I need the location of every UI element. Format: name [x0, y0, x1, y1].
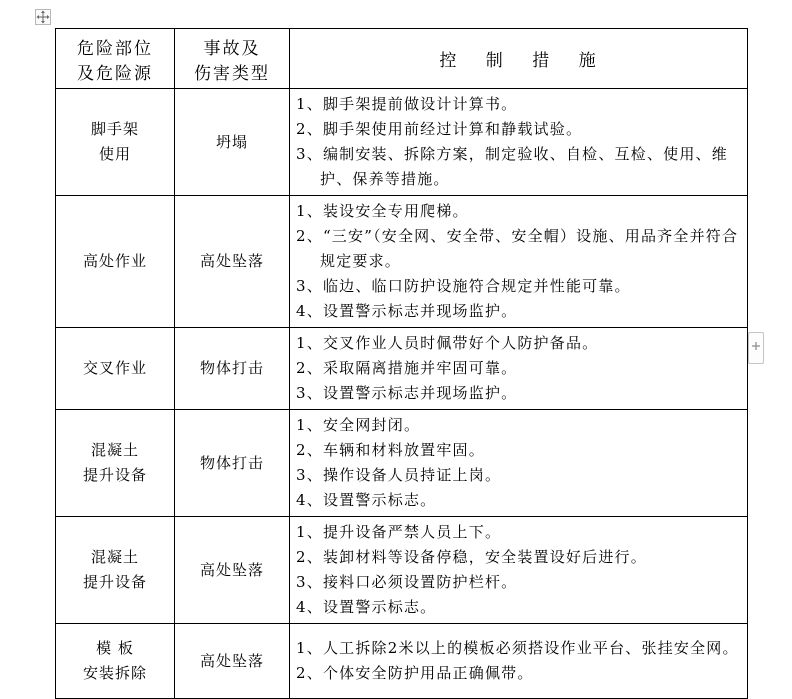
hazard-type-text: 坍塌	[215, 132, 248, 151]
table-row	[56, 328, 748, 410]
plus-icon	[751, 341, 761, 351]
hazard-type-text: 高处坠落	[199, 560, 264, 579]
location-line: 交叉作业	[82, 359, 147, 377]
measures-cell[interactable]	[290, 196, 748, 328]
measure-item: 2、装卸材料等设备停稳，安全装置设好后进行。	[296, 548, 647, 566]
add-column-handle[interactable]	[748, 332, 764, 364]
location-cell[interactable]	[56, 624, 175, 699]
move-arrows-icon	[36, 10, 50, 24]
measure-item: 2、车辆和材料放置牢固。	[296, 441, 485, 459]
location-line: 提升设备	[82, 466, 147, 484]
location-cell[interactable]	[56, 328, 175, 410]
measure-item: 1、人工拆除2米以上的模板必须搭设作业平台、张挂安全网。	[296, 639, 739, 657]
measure-item: 3、临边、临口防护设施符合规定并性能可靠。	[296, 277, 631, 295]
measure-item: 1、提升设备严禁人员上下。	[296, 523, 502, 541]
header-cell-control-measures[interactable]	[290, 29, 748, 89]
location-cell[interactable]	[56, 196, 175, 328]
header-location-line: 危险部位	[77, 38, 153, 59]
measure-item: 1、交叉作业人员时佩带好个人防护备品。	[296, 334, 599, 352]
hazard-type-cell[interactable]	[175, 89, 290, 196]
location-line: 高处作业	[82, 252, 147, 270]
measures-cell[interactable]	[290, 328, 748, 410]
measure-item: 1、安全网封闭。	[296, 416, 421, 434]
header-accident-line: 事故及	[203, 38, 261, 59]
table-row	[56, 196, 748, 328]
measure-item: 4、设置警示标志并现场监护。	[296, 302, 518, 320]
hazard-type-text: 高处坠落	[199, 651, 264, 670]
measure-item: 2、个体安全防护用品正确佩带。	[296, 664, 534, 682]
location-line: 安装拆除	[82, 664, 147, 682]
location-cell[interactable]	[56, 410, 175, 517]
hazard-type-cell[interactable]	[175, 517, 290, 624]
measures-cell[interactable]	[290, 624, 748, 699]
hazard-type-cell[interactable]	[175, 624, 290, 699]
header-cell-accident-type[interactable]	[175, 29, 290, 89]
measure-item: 2、采取隔离措施并牢固可靠。	[296, 359, 518, 377]
location-cell[interactable]	[56, 517, 175, 624]
measures-cell[interactable]	[290, 410, 748, 517]
measure-item: 1、装设安全专用爬梯。	[296, 202, 469, 220]
location-line: 使用	[98, 145, 131, 163]
measure-item: 3、操作设备人员持证上岗。	[296, 466, 502, 484]
header-accident-line: 伤害类型	[194, 63, 270, 84]
header-cell-location[interactable]	[56, 29, 175, 89]
hazard-type-text: 物体打击	[199, 359, 264, 377]
measure-item: 4、设置警示标志。	[296, 598, 437, 616]
hazard-control-table	[55, 28, 748, 699]
location-line: 模 板	[96, 639, 134, 657]
location-line: 混凝土	[90, 441, 139, 459]
table-row	[56, 89, 748, 196]
hazard-type-cell[interactable]	[175, 328, 290, 410]
hazard-type-text: 高处坠落	[199, 252, 264, 270]
measures-cell[interactable]	[290, 517, 748, 624]
measure-item: 1、脚手架提前做设计计算书。	[296, 95, 518, 113]
header-location-line: 及危险源	[77, 63, 153, 84]
table-row	[56, 624, 748, 699]
measure-item: 3、接料口必须设置防护栏杆。	[296, 573, 518, 591]
hazard-type-text: 物体打击	[199, 453, 264, 472]
measure-item: 3、编制安装、拆除方案，制定验收、自检、互检、使用、维护、保养等措施。	[296, 145, 728, 188]
table-header-row	[56, 29, 748, 89]
measure-item: 2、脚手架使用前经过计算和静载试验。	[296, 120, 583, 138]
location-cell[interactable]	[56, 89, 175, 196]
table-row	[56, 410, 748, 517]
measure-item: 2、“三安”（安全网、安全带、安全帽）设施、用品齐全并符合规定要求。	[296, 227, 739, 270]
location-line: 脚手架	[90, 120, 139, 138]
hazard-type-cell[interactable]	[175, 196, 290, 328]
location-line: 混凝土	[90, 548, 139, 566]
location-line: 提升设备	[82, 573, 147, 591]
header-measures-label: 控 制 措 施	[439, 51, 598, 71]
hazard-type-cell[interactable]	[175, 410, 290, 517]
measure-item: 4、设置警示标志。	[296, 491, 437, 509]
measure-item: 3、设置警示标志并现场监护。	[296, 384, 518, 402]
measures-cell[interactable]	[290, 89, 748, 196]
table-row	[56, 517, 748, 624]
table-move-handle[interactable]	[35, 9, 51, 25]
